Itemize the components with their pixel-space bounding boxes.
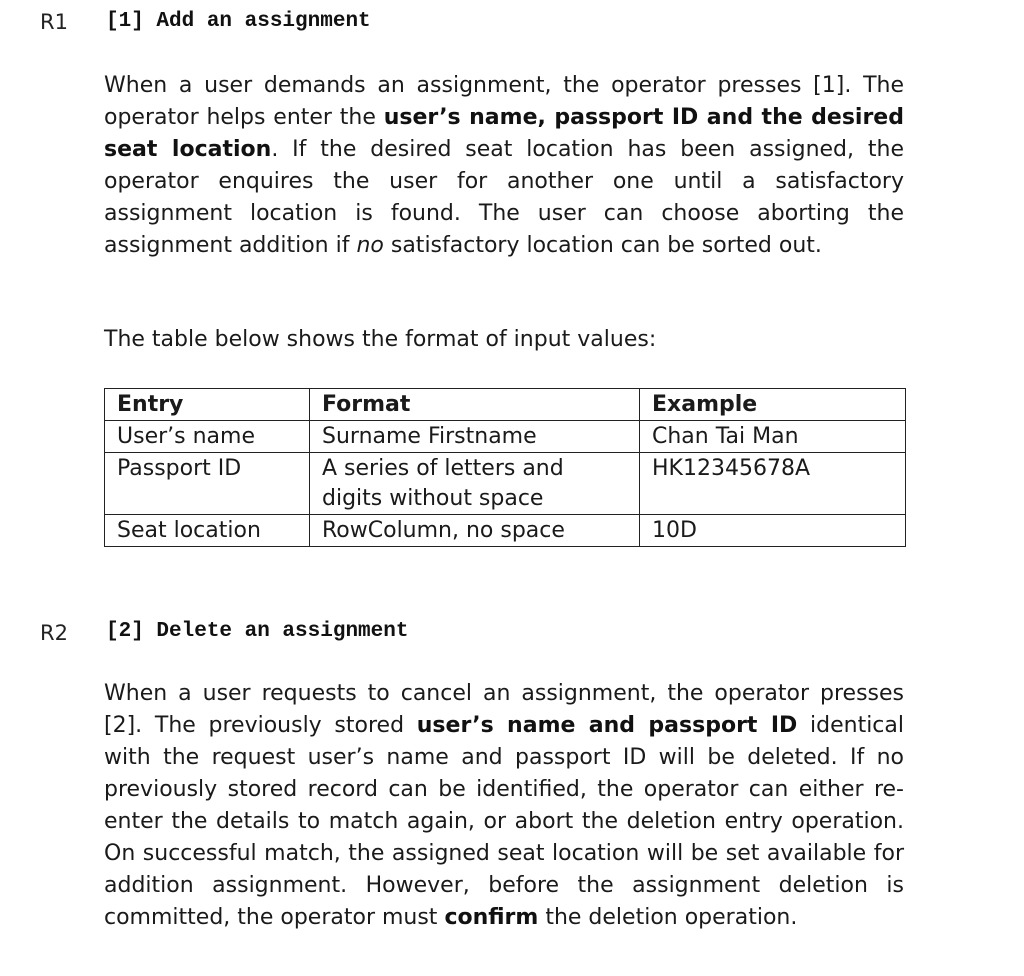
cell-example: HK12345678A xyxy=(640,453,906,515)
cell-example: 10D xyxy=(640,515,906,547)
table-row xyxy=(105,515,906,547)
cell-format: Surname Firstname xyxy=(310,421,640,453)
input-format-table xyxy=(104,388,906,547)
table-row xyxy=(105,453,906,515)
cell-entry: Passport ID xyxy=(105,453,310,515)
text-run: . If the desired seat location has been assigned, the operator enquires the user for another one until a satisfactory assignment location is found. The user can choose aborting the assignment addition if xyxy=(104,137,904,258)
table-header-row xyxy=(105,389,906,421)
header-example: Example xyxy=(640,389,906,421)
italic-text-run: no xyxy=(356,233,384,258)
bold-text-run: confirm xyxy=(444,905,539,930)
delete-assignment-description xyxy=(104,678,904,934)
bold-text-run: user’s name, passport ID and the desired seat location xyxy=(104,105,904,162)
text-run: identical with the request user’s name and passport ID will be deleted. If no previously stored record can be identified, the operator can either re-enter the details to match again, or abort the deletion entry operation. On successful match, the assigned seat location will be set available for addition assignment. However, before the assignment deletion is committed, the operator must xyxy=(104,713,905,930)
table-row xyxy=(105,421,906,453)
add-assignment-description xyxy=(104,70,904,262)
header-format: Format xyxy=(310,389,640,421)
requirement-title-add: [1] Add an assignment xyxy=(106,10,371,33)
cell-format: RowColumn, no space xyxy=(310,515,640,547)
text-run: When a user demands an assignment, the operator presses [1]. The operator helps enter the xyxy=(104,73,904,130)
cell-format: A series of letters and digits without space xyxy=(310,453,640,515)
bold-text-run: user’s name and passport ID xyxy=(416,713,798,738)
cell-entry: Seat location xyxy=(105,515,310,547)
requirement-title-delete: [2] Delete an assignment xyxy=(106,620,409,643)
requirement-id-r2: R2 xyxy=(40,621,68,645)
text-run: the deletion operation. xyxy=(538,905,798,930)
header-entry: Entry xyxy=(105,389,310,421)
text-run: satisfactory location can be sorted out. xyxy=(383,233,822,258)
requirement-id-r1: R1 xyxy=(40,10,68,34)
cell-example: Chan Tai Man xyxy=(640,421,906,453)
text-run: When a user requests to cancel an assignment, the operator presses [2]. The previously stored xyxy=(104,681,904,738)
table-intro: The table below shows the format of input values: xyxy=(104,327,657,352)
cell-entry: User’s name xyxy=(105,421,310,453)
